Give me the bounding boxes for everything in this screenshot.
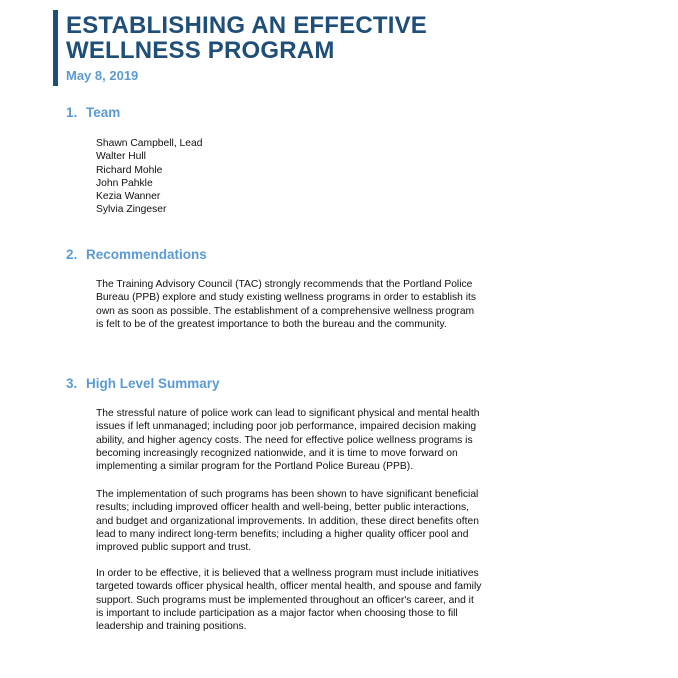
- paragraph-line: In order to be effective, it is believed that a wellness program must include initiatives: [96, 568, 479, 579]
- paragraph-line: implementing a similar program for the Portland Police Bureau (PPB).: [96, 461, 414, 473]
- summary-paragraph-1: [96, 407, 536, 473]
- document-title-line-1: ESTABLISHING AN EFFECTIVE: [66, 12, 428, 39]
- section-title: High Level Summary: [86, 376, 220, 391]
- paragraph-line: lead to many indirect long-term benefits; including a higher quality officer pool and: [96, 528, 469, 540]
- summary-paragraph-2: [96, 488, 536, 554]
- team-member-list: [96, 137, 202, 217]
- team-member: Sylvia Zingeser: [96, 204, 167, 216]
- paragraph-line: targeted towards officer physical health, officer mental health, and spouse and family: [96, 581, 482, 593]
- paragraph-line: is important to include participation as a major factor when choosing those to fill: [96, 607, 458, 619]
- paragraph-line: Bureau (PPB) explore and study existing wellness programs in order to establish its: [96, 292, 477, 304]
- paragraph-line: support. Such programs must be implemented throughout an officer's career, and it: [96, 594, 474, 606]
- paragraph-line: improved public support and trust.: [96, 542, 252, 554]
- section-number: 2.: [66, 247, 78, 262]
- paragraph-line: and budget and organizational improvements. In addition, these direct benefits often: [96, 515, 479, 527]
- document-title-line-2: WELLNESS PROGRAM: [66, 37, 335, 64]
- paragraph-line: becoming increasingly recognized nationwide, and it is time to move forward on: [96, 447, 458, 459]
- paragraph-line: results; including improved officer health and well-being, better public interactions,: [96, 502, 469, 514]
- paragraph-line: is felt to be of the greatest importance to both the bureau and the community.: [96, 318, 447, 330]
- paragraph-line: ability, and higher agency costs. The need for effective police wellness programs is: [96, 434, 473, 446]
- section-number: 1.: [66, 105, 78, 120]
- section-heading-recommendations: [66, 247, 207, 263]
- section-heading-team: [66, 105, 120, 121]
- section-heading-high-level-summary: [66, 376, 220, 392]
- recommendations-paragraph: [96, 278, 536, 331]
- title-block: [53, 10, 658, 86]
- section-title: Recommendations: [86, 247, 207, 262]
- document-date: May 8, 2019: [66, 68, 139, 83]
- team-member: Richard Mohle: [96, 164, 163, 176]
- paragraph-line: own as soon as possible. The establishment of a comprehensive wellness program: [96, 305, 475, 317]
- paragraph-line: leadership and training positions.: [96, 621, 247, 633]
- team-member: Kezia Wanner: [96, 191, 161, 203]
- team-member: Walter Hull: [96, 151, 146, 163]
- team-member: Shawn Campbell, Lead: [96, 138, 203, 149]
- paragraph-line: The implementation of such programs has been shown to have significant beneficial: [96, 489, 479, 500]
- section-number: 3.: [66, 376, 78, 391]
- section-title: Team: [86, 105, 121, 120]
- paragraph-line: issues if left unmanaged; including poor job performance, impaired decision making: [96, 421, 477, 433]
- paragraph-line: The Training Advisory Council (TAC) strongly recommends that the Portland Police: [96, 279, 473, 290]
- team-member: John Pahkle: [96, 177, 153, 189]
- paragraph-line: The stressful nature of police work can lead to significant physical and mental health: [96, 408, 480, 419]
- summary-paragraph-3: [96, 567, 536, 633]
